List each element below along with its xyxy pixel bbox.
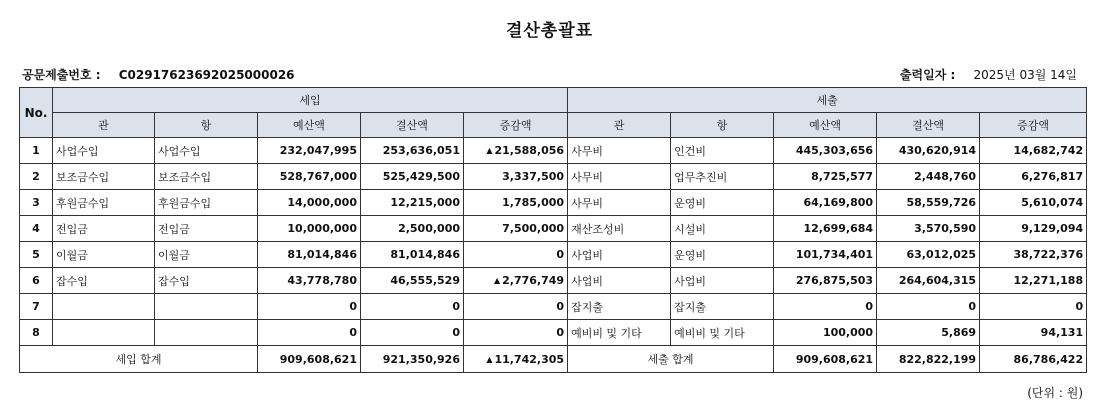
income-budget: 232,047,995 (258, 138, 361, 164)
header-ex-hang: 항 (671, 113, 774, 138)
expense-gwan: 사업비 (568, 242, 671, 268)
expense-budget: 64,169,800 (774, 190, 877, 216)
header-ex-gwan: 관 (568, 113, 671, 138)
expense-gwan: 사무비 (568, 190, 671, 216)
header-expense: 세출 (568, 88, 1087, 113)
increase-icon: ▲ (493, 276, 501, 285)
table-row (20, 294, 1087, 320)
income-hang: 전입금 (155, 216, 258, 242)
row-no: 8 (20, 320, 53, 346)
income-settled: 2,500,000 (361, 216, 464, 242)
income-gwan: 후원금수입 (53, 190, 155, 216)
expense-settled: 430,620,914 (877, 138, 980, 164)
income-settled: 46,555,529 (361, 268, 464, 294)
income-diff: 0 (464, 294, 568, 320)
expense-budget: 445,303,656 (774, 138, 877, 164)
income-gwan: 사업수입 (53, 138, 155, 164)
expense-total-budget: 909,608,621 (774, 346, 877, 373)
print-date-value: 2025년 03월 14일 (973, 68, 1077, 82)
expense-hang: 잡지출 (671, 294, 774, 320)
income-budget: 10,000,000 (258, 216, 361, 242)
income-settled: 525,429,500 (361, 164, 464, 190)
row-no: 3 (20, 190, 53, 216)
income-hang: 잡수입 (155, 268, 258, 294)
expense-budget: 100,000 (774, 320, 877, 346)
expense-total-label: 세출 합계 (568, 346, 774, 373)
income-budget: 14,000,000 (258, 190, 361, 216)
expense-settled: 2,448,760 (877, 164, 980, 190)
header-in-budget: 예산액 (258, 113, 361, 138)
income-diff: 3,337,500 (464, 164, 568, 190)
page-title: 결산총괄표 (505, 21, 594, 41)
income-gwan (53, 320, 155, 346)
table-row (20, 320, 1087, 346)
expense-diff: 38,722,376 (980, 242, 1087, 268)
header-income: 세입 (53, 88, 568, 113)
expense-budget: 276,875,503 (774, 268, 877, 294)
income-total-diff: ▲ 11,742,305 (464, 346, 568, 373)
income-hang: 후원금수입 (155, 190, 258, 216)
expense-hang: 사업비 (671, 268, 774, 294)
income-diff: ▲ 21,588,056 (464, 138, 568, 164)
expense-gwan: 사무비 (568, 138, 671, 164)
increase-icon: ▲ (486, 146, 493, 155)
table-row (20, 138, 1087, 164)
income-settled: 253,636,051 (361, 138, 464, 164)
expense-budget: 8,725,577 (774, 164, 877, 190)
expense-gwan: 재산조성비 (568, 216, 671, 242)
table-row (20, 242, 1087, 268)
income-diff: 7,500,000 (464, 216, 568, 242)
income-budget: 528,767,000 (258, 164, 361, 190)
table-row (20, 268, 1087, 294)
income-budget: 43,778,780 (258, 268, 361, 294)
income-hang: 이월금 (155, 242, 258, 268)
increase-icon: ▲ (486, 354, 493, 364)
expense-gwan: 예비비 및 기타 (568, 320, 671, 346)
row-no: 5 (20, 242, 53, 268)
row-no: 2 (20, 164, 53, 190)
expense-total-settled: 822,822,199 (877, 346, 980, 373)
income-diff: ▲ 2,776,749 (464, 268, 568, 294)
doc-number-label: 공문제출번호 : (22, 68, 101, 82)
expense-diff: 6,276,817 (980, 164, 1087, 190)
expense-diff: 0 (980, 294, 1087, 320)
totals-row (20, 346, 1087, 373)
table-row (20, 164, 1087, 190)
expense-budget: 0 (774, 294, 877, 320)
row-no: 7 (20, 294, 53, 320)
income-hang (155, 320, 258, 346)
row-no: 4 (20, 216, 53, 242)
expense-hang: 인건비 (671, 138, 774, 164)
expense-budget: 101,734,401 (774, 242, 877, 268)
income-hang (155, 294, 258, 320)
income-gwan: 전입금 (53, 216, 155, 242)
income-hang: 보조금수입 (155, 164, 258, 190)
header-ex-diff: 증감액 (980, 113, 1087, 138)
expense-total-diff: 86,786,422 (980, 346, 1087, 373)
table-row (20, 190, 1087, 216)
income-total-budget: 909,608,621 (258, 346, 361, 373)
expense-diff: 94,131 (980, 320, 1087, 346)
expense-gwan: 사업비 (568, 268, 671, 294)
header-ex-settled: 결산액 (877, 113, 980, 138)
income-budget: 0 (258, 294, 361, 320)
header-in-hang: 항 (155, 113, 258, 138)
expense-settled: 63,012,025 (877, 242, 980, 268)
expense-diff: 5,610,074 (980, 190, 1087, 216)
income-gwan: 보조금수입 (53, 164, 155, 190)
header-in-gwan: 관 (53, 113, 155, 138)
expense-hang: 운영비 (671, 242, 774, 268)
income-hang: 사업수입 (155, 138, 258, 164)
expense-hang: 시설비 (671, 216, 774, 242)
income-budget: 0 (258, 320, 361, 346)
expense-diff: 9,129,094 (980, 216, 1087, 242)
income-diff: 0 (464, 242, 568, 268)
expense-hang: 예비비 및 기타 (671, 320, 774, 346)
header-no: No. (20, 88, 53, 138)
income-diff: 1,785,000 (464, 190, 568, 216)
print-date-label: 출력일자 : (899, 68, 956, 82)
income-gwan (53, 294, 155, 320)
income-budget: 81,014,846 (258, 242, 361, 268)
income-gwan: 이월금 (53, 242, 155, 268)
expense-gwan: 잡지출 (568, 294, 671, 320)
expense-hang: 업무추진비 (671, 164, 774, 190)
expense-settled: 58,559,726 (877, 190, 980, 216)
header-in-settled: 결산액 (361, 113, 464, 138)
expense-budget: 12,699,684 (774, 216, 877, 242)
header-in-diff: 증감액 (464, 113, 568, 138)
row-no: 6 (20, 268, 53, 294)
income-settled: 0 (361, 320, 464, 346)
table-row (20, 216, 1087, 242)
row-no: 1 (20, 138, 53, 164)
expense-settled: 5,869 (877, 320, 980, 346)
doc-number (22, 66, 295, 83)
income-total-settled: 921,350,926 (361, 346, 464, 373)
income-settled: 81,014,846 (361, 242, 464, 268)
expense-diff: 12,271,188 (980, 268, 1087, 294)
income-total-label: 세입 합계 (20, 346, 258, 373)
expense-settled: 3,570,590 (877, 216, 980, 242)
income-diff: 0 (464, 320, 568, 346)
header-ex-budget: 예산액 (774, 113, 877, 138)
expense-diff: 14,682,742 (980, 138, 1087, 164)
expense-settled: 0 (877, 294, 980, 320)
unit-note: (단위 : 원) (1027, 386, 1083, 400)
expense-gwan: 사무비 (568, 164, 671, 190)
expense-settled: 264,604,315 (877, 268, 980, 294)
expense-hang: 운영비 (671, 190, 774, 216)
settlement-table (19, 87, 1087, 373)
income-settled: 0 (361, 294, 464, 320)
income-gwan: 잡수입 (53, 268, 155, 294)
print-date (900, 66, 1077, 83)
doc-number-value: C02917623692025000026 (118, 68, 295, 82)
income-settled: 12,215,000 (361, 190, 464, 216)
